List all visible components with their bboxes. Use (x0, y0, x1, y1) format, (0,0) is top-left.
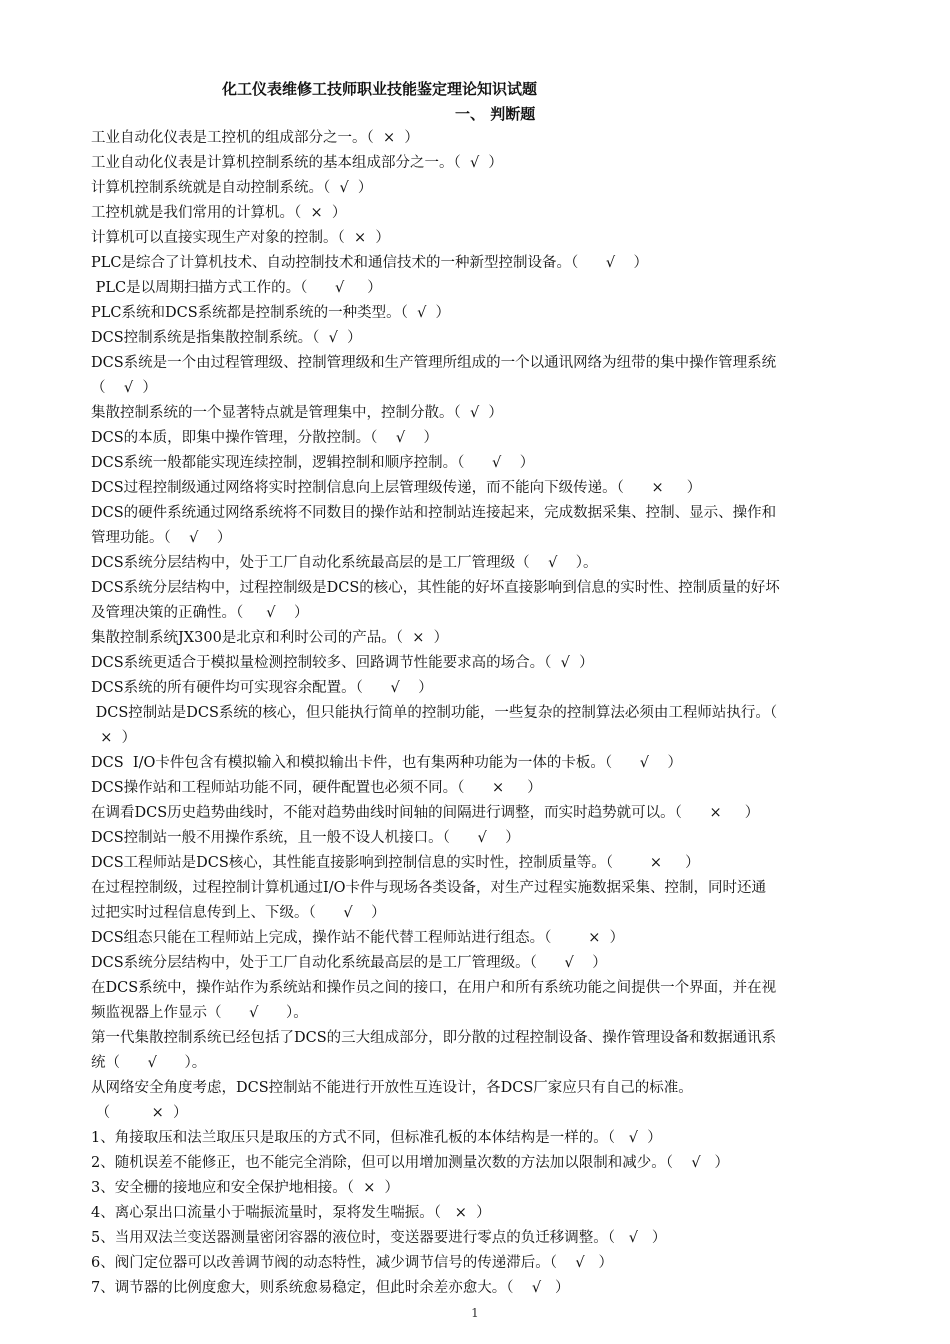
text-line: DCS操作站和工程师站功能不同，硬件配置也必须不同。（ × ） (91, 780, 542, 796)
text-line: 集散控制系统的一个显著特点就是管理集中，控制分散。（ √ ） (91, 405, 503, 421)
text-line: 过把实时过程信息传到上、下级。（ √ ） (91, 905, 386, 921)
text-line: 计算机可以直接实现生产对象的控制。（ × ） (91, 230, 390, 246)
text-line: 频监视器上作显示（ √ ）。 (91, 1005, 308, 1021)
text-line: DCS系统的所有硬件均可实现容余配置。（ √ ） (91, 680, 433, 696)
text-line: DCS工程师站是DCS核心，其性能直接影响到控制信息的实时性，控制质量等。（ × ） (91, 855, 700, 871)
text-line: 4、离心泵出口流量小于喘振流量时，泵将发生喘振。（ × ） (91, 1205, 491, 1221)
text-line: 7、调节器的比例度愈大，则系统愈易稳定，但此时余差亦愈大。（ √ ） (91, 1280, 570, 1296)
text-line: 在DCS系统中，操作站作为系统站和操作员之间的接口，在用户和所有系统功能之间提供一个界面，并在视 (91, 980, 777, 996)
text-line: PLC系统和DCS系统都是控制系统的一种类型。（ √ ） (91, 305, 451, 321)
text-line: DCS的硬件系统通过网络系统将不同数目的操作站和控制站连接起来，完成数据采集、控制、显示、操作和 (91, 505, 777, 521)
text-line: 在过程控制级，过程控制计算机通过I/O卡件与现场各类设备，对生产过程实施数据采集、控制，同时还通 (91, 880, 766, 896)
text-line: （ × ） (91, 1105, 188, 1121)
text-line: 计算机控制系统就是自动控制系统。（ √ ） (91, 180, 373, 196)
section-heading: 一、 判断题 (455, 105, 536, 123)
text-line: DCS I/O卡件包含有模拟输入和模拟输出卡件，也有集两种功能为一体的卡板。（ √ ） (91, 755, 682, 771)
text-line: 统（ √ ）。 (91, 1055, 207, 1071)
text-line: 集散控制系统JX300是北京和利时公司的产品。（ × ） (91, 630, 449, 646)
text-line: DCS过程控制级通过网络将实时控制信息向上层管理级传递，而不能向下级传递。（ × ） (91, 480, 702, 496)
text-line: 及管理决策的正确性。（ √ ） (91, 605, 309, 621)
text-line: DCS控制站是DCS系统的核心，但只能执行简单的控制功能，一些复杂的控制算法必须由工程师站执行。（ (91, 705, 778, 721)
text-line: 6、阀门定位器可以改善调节阀的动态特性，减少调节信号的传递滞后。（ √ ） (91, 1255, 613, 1271)
text-line: PLC是以周期扫描方式工作的。（ √ ） (91, 280, 382, 296)
text-line: 第一代集散控制系统已经包括了DCS的三大组成部分，即分散的过程控制设备、操作管理设备和数据通讯系 (91, 1030, 777, 1046)
text-line: DCS系统分层结构中，处于工厂自动化系统最高层的是工厂管理级。（ √ ） (91, 955, 607, 971)
text-line: × ） (91, 730, 137, 746)
text-line: PLC是综合了计算机技术、自动控制技术和通信技术的一种新型控制设备。（ √ ） (91, 255, 649, 271)
text-line: 工业自动化仪表是计算机控制系统的基本组成部分之一。（ √ ） (91, 155, 503, 171)
document-title: 化工仪表维修工技师职业技能鉴定理论知识试题 (222, 80, 538, 98)
text-line: DCS控制站一般不用操作系统，且一般不设人机接口。（ √ ） (91, 830, 520, 846)
text-line: 从网络安全角度考虑，DCS控制站不能进行开放性互连设计，各DCS厂家应只有自己的标准。 (91, 1080, 693, 1096)
text-line: DCS系统分层结构中，处于工厂自动化系统最高层的是工厂管理级（ √ ）。 (91, 555, 598, 571)
text-line: 工控机就是我们常用的计算机。（ × ） (91, 205, 347, 221)
text-line: DCS系统一般都能实现连续控制，逻辑控制和顺序控制。（ √ ） (91, 455, 535, 471)
text-line: 2、随机误差不能修正，也不能完全消除，但可以用增加测量次数的方法加以限制和减少。（ √ ） (91, 1155, 729, 1171)
question-list (91, 126, 886, 1301)
text-line: DCS的本质，即集中操作管理，分散控制。（ √ ） (91, 430, 439, 446)
text-line: 5、当用双法兰变送器测量密闭容器的液位时，变送器要进行零点的负迁移调整。（ √ ） (91, 1230, 667, 1246)
text-line: DCS系统更适合于模拟量检测控制较多、回路调节性能要求高的场合。（ √ ） (91, 655, 594, 671)
text-line: DCS组态只能在工程师站上完成，操作站不能代替工程师站进行组态。（ × ） (91, 930, 625, 946)
text-line: DCS控制系统是指集散控制系统。（ √ ） (91, 330, 362, 346)
text-line: 管理功能。（ √ ） (91, 530, 232, 546)
text-line: 在调看DCS历史趋势曲线时，不能对趋势曲线时间轴的间隔进行调整，而实时趋势就可以。（ × ） (91, 805, 760, 821)
page-number: 1 (471, 1306, 479, 1320)
text-line: DCS系统分层结构中，过程控制级是DCS的核心，其性能的好坏直接影响到信息的实时性、控制质量的好坏 (91, 580, 780, 596)
text-line: 工业自动化仪表是工控机的组成部分之一。（ × ） (91, 130, 419, 146)
text-line: 3、安全栅的接地应和安全保护地相接。（ × ） (91, 1180, 400, 1196)
text-line: DCS系统是一个由过程管理级、控制管理级和生产管理所组成的一个以通讯网络为纽带的集中操作管理系统 (91, 355, 777, 371)
text-line: 1、角接取压和法兰取压只是取压的方式不同，但标准孔板的本体结构是一样的。（ √ ） (91, 1130, 662, 1146)
text-line: （ √ ） (91, 380, 157, 396)
